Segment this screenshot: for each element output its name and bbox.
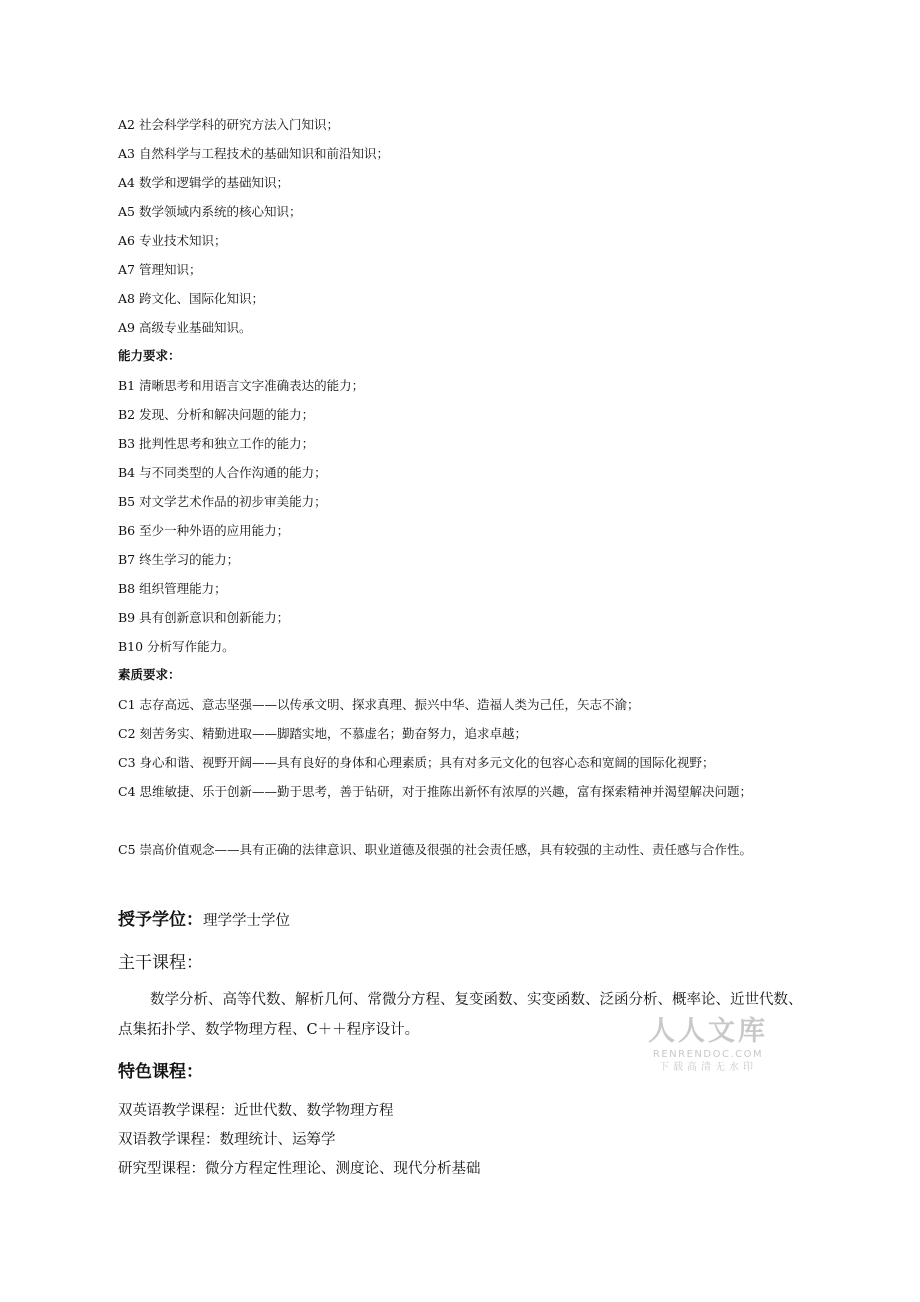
ability-item-b4: B4 与不同类型的人合作沟通的能力；	[118, 465, 327, 480]
ability-item-b3: B3 批判性思考和独立工作的能力；	[118, 436, 315, 451]
featured-courses-heading-text: 特色课程：	[118, 1062, 203, 1082]
quality-item-c2: C2 刻苦务实、精勤进取——脚踏实地，不慕虚名；勤奋努力，追求卓越；	[118, 726, 527, 741]
watermark-subtitle: 下载高清无水印	[659, 1062, 757, 1073]
knowledge-item-a5: A5 数学领域内系统的核心知识；	[118, 204, 302, 219]
featured-course-bilingual-english: 双英语教学课程：近世代数、数学物理方程	[118, 1103, 394, 1119]
main-courses-text: 数学分析、高等代数、解析几何、常微分方程、复变函数、实变函数、泛函分析、概率论、近世代数、点集拓扑学、数学物理方程、C＋＋程序设计。	[118, 992, 803, 1038]
ability-item-b2: B2 发现、分析和解决问题的能力；	[118, 407, 315, 422]
degree-label: 授予学位：	[118, 910, 203, 930]
ability-item-b1: B1 清晰思考和用语言文字准确表达的能力；	[118, 378, 365, 393]
ability-item-b6: B6 至少一种外语的应用能力；	[118, 523, 290, 538]
ability-item-b10: B10 分析写作能力。	[118, 639, 235, 654]
knowledge-item-a4: A4 数学和逻辑学的基础知识；	[118, 175, 289, 190]
knowledge-item-a9: A9 高级专业基础知识。	[118, 320, 252, 335]
ability-item-b8: B8 组织管理能力；	[118, 581, 227, 596]
quality-heading: 素质要求：	[118, 667, 181, 682]
degree-line	[118, 909, 290, 932]
featured-course-research: 研究型课程：微分方程定性理论、测度论、现代分析基础	[118, 1161, 481, 1177]
watermark-url: RENRENDOC.COM	[652, 1049, 764, 1060]
quality-item-c1: C1 志存高远、意志坚强——以传承文明、探求真理、振兴中华、造福人类为己任，矢志不渝；	[118, 697, 640, 712]
featured-course-bilingual: 双语教学课程：数理统计、运筹学	[118, 1132, 336, 1148]
ability-item-b7: B7 终生学习的能力；	[118, 552, 240, 567]
degree-value: 理学学士学位	[203, 913, 290, 929]
quality-item-c5: C5 崇高价值观念——具有正确的法律意识、职业道德及很强的社会责任感，具有较强的主动性、责任感与合作性。	[118, 842, 752, 857]
quality-item-c4: C4 思维敏捷、乐于创新——勤于思考，善于钻研，对于推陈出新怀有浓厚的兴趣，富有探索精神并渴望解决问题；	[118, 784, 752, 799]
ability-heading: 能力要求：	[118, 348, 181, 363]
knowledge-item-a2: A2 社会科学学科的研究方法入门知识；	[118, 117, 339, 132]
knowledge-item-a7: A7 管理知识；	[118, 262, 202, 277]
ability-item-b9: B9 具有创新意识和创新能力；	[118, 610, 290, 625]
ability-item-b5: B5 对文学艺术作品的初步审美能力；	[118, 494, 327, 509]
knowledge-item-a3: A3 自然科学与工程技术的基础知识和前沿知识；	[118, 146, 389, 161]
knowledge-item-a8: A8 跨文化、国际化知识；	[118, 291, 264, 306]
watermark-main: 人人文库	[648, 1016, 768, 1047]
quality-item-c3: C3 身心和谐、视野开阔——具有良好的身体和心理素质；具有对多元文化的包容心态和宽阔的国际化视野；	[118, 755, 715, 770]
featured-courses-heading	[118, 1061, 203, 1083]
main-courses-heading: 主干课程：	[118, 953, 203, 973]
knowledge-item-a6: A6 专业技术知识；	[118, 233, 227, 248]
watermark-logo	[640, 1016, 776, 1075]
